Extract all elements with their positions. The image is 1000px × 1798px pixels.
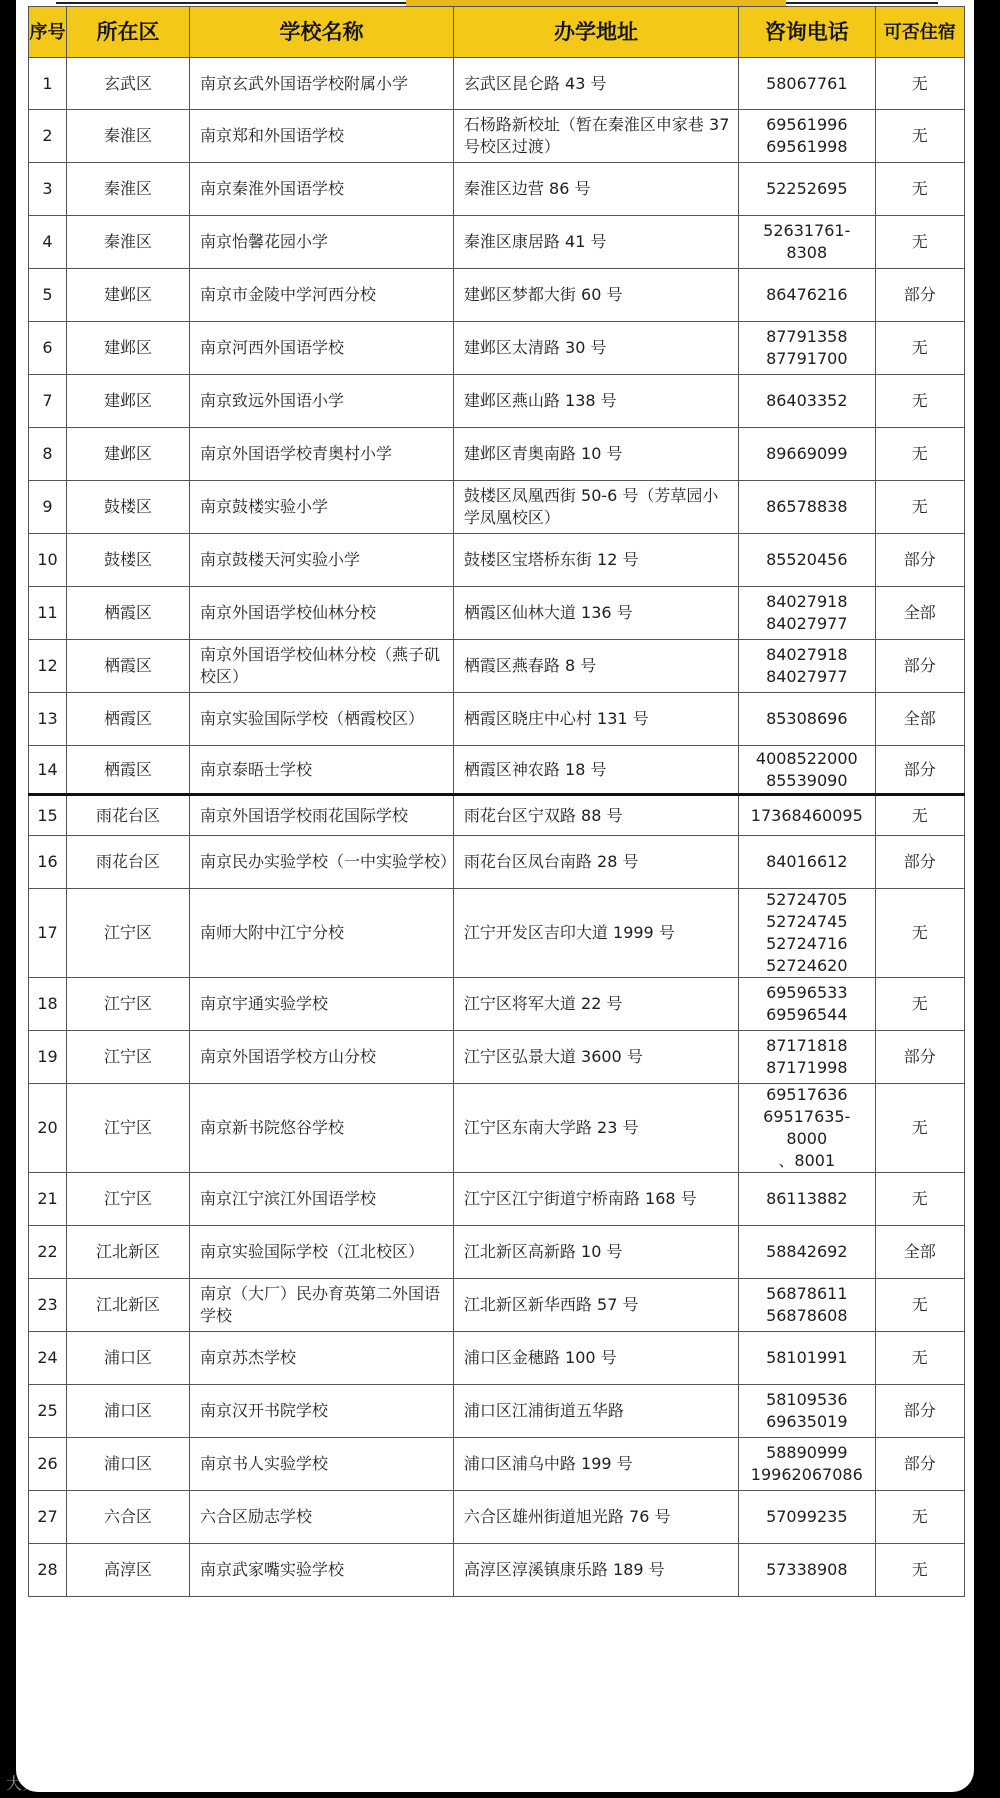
cell-phone: [739, 322, 875, 375]
cell-num: 15: [29, 795, 67, 836]
cell-phone: [739, 746, 875, 795]
table-row: [29, 1544, 965, 1597]
cell-name: 六合区励志学校: [190, 1491, 454, 1544]
cell-phone: [739, 889, 875, 978]
phone-number: 58890999: [766, 1443, 848, 1462]
table-row: [29, 693, 965, 746]
header-row: [29, 7, 965, 58]
cell-district: 江宁区: [67, 978, 190, 1031]
cell-boarding: 全部: [875, 1226, 965, 1279]
cell-phone: [739, 58, 875, 110]
cell-boarding: 全部: [875, 693, 965, 746]
cell-num: 24: [29, 1332, 67, 1385]
cell-name: 南京市金陵中学河西分校: [190, 269, 454, 322]
cell-boarding: 无: [875, 1544, 965, 1597]
cell-district: 江宁区: [67, 1031, 190, 1084]
header-address: 办学地址: [453, 7, 738, 58]
phone-number: 69596533: [766, 983, 848, 1002]
cell-phone: [739, 1031, 875, 1084]
cell-district: 浦口区: [67, 1438, 190, 1491]
cell-boarding: 部分: [875, 269, 965, 322]
cell-num: 11: [29, 587, 67, 640]
table-row: [29, 428, 965, 481]
cell-name: 南京实验国际学校（栖霞校区）: [190, 693, 454, 746]
cell-boarding: 无: [875, 428, 965, 481]
phone-number: 84027977: [766, 667, 848, 686]
cell-district: 建邺区: [67, 269, 190, 322]
cell-phone: [739, 1084, 875, 1173]
header-boarding: 可否住宿: [875, 7, 965, 58]
cell-phone: [739, 1173, 875, 1226]
cell-district: 雨花台区: [67, 795, 190, 836]
cell-address: 玄武区昆仑路 43 号: [453, 58, 738, 110]
cell-phone: [739, 428, 875, 481]
cell-phone: [739, 1226, 875, 1279]
cell-num: 28: [29, 1544, 67, 1597]
cell-address: 江宁区东南大学路 23 号: [453, 1084, 738, 1173]
phone-number: 69635019: [766, 1412, 848, 1431]
cell-boarding: 无: [875, 58, 965, 110]
cell-phone: [739, 1491, 875, 1544]
cell-boarding: 部分: [875, 1385, 965, 1438]
cell-name: 南京武家嘴实验学校: [190, 1544, 454, 1597]
cell-num: 12: [29, 640, 67, 693]
cell-address: 江宁区将军大道 22 号: [453, 978, 738, 1031]
cell-boarding: 部分: [875, 1031, 965, 1084]
phone-number: 86113882: [766, 1189, 848, 1208]
phone-number: 4008522000: [755, 748, 858, 768]
phone-number: 57099235: [766, 1507, 848, 1526]
phone-number: 87171998: [766, 1058, 848, 1077]
cell-district: 江北新区: [67, 1226, 190, 1279]
cell-phone: [739, 163, 875, 216]
phone-number: 、8001: [778, 1151, 836, 1170]
cell-boarding: 无: [875, 889, 965, 978]
phone-number: 56878608: [766, 1306, 848, 1325]
cell-district: 江宁区: [67, 1084, 190, 1173]
cell-boarding: 无: [875, 110, 965, 163]
cell-district: 鼓楼区: [67, 481, 190, 534]
cell-num: 13: [29, 693, 67, 746]
phone-number: 84027918: [766, 645, 848, 664]
cell-address: 石杨路新校址（暂在秦淮区申家巷 37 号校区过渡）: [453, 110, 738, 163]
phone-number: 69517635-8000: [763, 1107, 851, 1148]
cell-name: 南京鼓楼天河实验小学: [190, 534, 454, 587]
cell-district: 栖霞区: [67, 746, 190, 795]
cell-district: 栖霞区: [67, 693, 190, 746]
cell-address: 浦口区江浦街道五华路: [453, 1385, 738, 1438]
cell-name: 南京江宁滨江外国语学校: [190, 1173, 454, 1226]
cell-name: 南京实验国际学校（江北校区）: [190, 1226, 454, 1279]
cell-district: 江北新区: [67, 1279, 190, 1332]
cell-address: 栖霞区仙林大道 136 号: [453, 587, 738, 640]
phone-number: 85308696: [766, 709, 848, 728]
cell-phone: [739, 375, 875, 428]
cell-num: 8: [29, 428, 67, 481]
cell-address: 江北新区高新路 10 号: [453, 1226, 738, 1279]
phone-number: 56878611: [766, 1284, 848, 1303]
cell-name: 南京（大厂）民办育英第二外国语学校: [190, 1279, 454, 1332]
cell-phone: [739, 795, 875, 836]
table-row: [29, 481, 965, 534]
table-row: [29, 836, 965, 889]
cell-boarding: 无: [875, 163, 965, 216]
cell-num: 4: [29, 216, 67, 269]
table-row: [29, 58, 965, 110]
cell-phone: [739, 587, 875, 640]
table-row: [29, 889, 965, 978]
table-row: [29, 110, 965, 163]
table-row: [29, 1385, 965, 1438]
cell-boarding: 无: [875, 978, 965, 1031]
cell-district: 秦淮区: [67, 163, 190, 216]
cell-num: 9: [29, 481, 67, 534]
cell-num: 6: [29, 322, 67, 375]
cell-address: 江宁区江宁街道宁桥南路 168 号: [453, 1173, 738, 1226]
cell-name: 南京外国语学校仙林分校: [190, 587, 454, 640]
cell-phone: [739, 1332, 875, 1385]
table-row: [29, 978, 965, 1031]
cell-name: 南京新书院悠谷学校: [190, 1084, 454, 1173]
cell-name: 南京玄武外国语学校附属小学: [190, 58, 454, 110]
phone-number: 52724705: [766, 890, 848, 909]
cell-num: 25: [29, 1385, 67, 1438]
cell-boarding: 部分: [875, 1438, 965, 1491]
cell-name: 南京民办实验学校（一中实验学校）: [190, 836, 454, 889]
cell-phone: [739, 836, 875, 889]
cell-name: 南京外国语学校方山分校: [190, 1031, 454, 1084]
phone-number: 87171818: [766, 1036, 848, 1055]
cell-district: 栖霞区: [67, 640, 190, 693]
cell-num: 26: [29, 1438, 67, 1491]
cell-name: 南京宇通实验学校: [190, 978, 454, 1031]
cell-address: 江宁区弘景大道 3600 号: [453, 1031, 738, 1084]
cell-num: 18: [29, 978, 67, 1031]
cell-phone: [739, 693, 875, 746]
table-row: [29, 1031, 965, 1084]
table-row: [29, 375, 965, 428]
table-row: [29, 795, 965, 836]
cell-num: 5: [29, 269, 67, 322]
cell-num: 10: [29, 534, 67, 587]
cell-phone: [739, 110, 875, 163]
cell-address: 江宁开发区吉印大道 1999 号: [453, 889, 738, 978]
cell-district: 高淳区: [67, 1544, 190, 1597]
phone-number: 17368460095: [750, 805, 863, 825]
phone-number: 58101991: [766, 1348, 848, 1367]
cell-address: 鼓楼区宝塔桥东街 12 号: [453, 534, 738, 587]
cell-boarding: 无: [875, 1491, 965, 1544]
cell-district: 六合区: [67, 1491, 190, 1544]
cell-name: 南京书人实验学校: [190, 1438, 454, 1491]
cell-district: 秦淮区: [67, 216, 190, 269]
cell-name: 南京苏杰学校: [190, 1332, 454, 1385]
header-district: 所在区: [67, 7, 190, 58]
table-row: [29, 1279, 965, 1332]
cell-address: 浦口区金穗路 100 号: [453, 1332, 738, 1385]
cell-name: 南京外国语学校雨花国际学校: [190, 795, 454, 836]
cell-name: 南师大附中江宁分校: [190, 889, 454, 978]
cell-address: 栖霞区神农路 18 号: [453, 746, 738, 795]
cell-district: 建邺区: [67, 322, 190, 375]
cell-address: 鼓楼区凤凰西街 50-6 号（芳草园小学凤凰校区）: [453, 481, 738, 534]
cell-address: 雨花台区宁双路 88 号: [453, 795, 738, 836]
phone-number: 19962067086: [750, 1465, 863, 1484]
cell-phone: [739, 481, 875, 534]
cell-boarding: 部分: [875, 746, 965, 795]
header-num: 序号: [29, 7, 67, 58]
cell-district: 江宁区: [67, 1173, 190, 1226]
cell-boarding: 部分: [875, 534, 965, 587]
cell-phone: [739, 1385, 875, 1438]
cell-boarding: 无: [875, 795, 965, 836]
cell-boarding: 无: [875, 1279, 965, 1332]
cell-boarding: 全部: [875, 587, 965, 640]
cell-district: 栖霞区: [67, 587, 190, 640]
phone-number: 57338908: [766, 1560, 848, 1579]
phone-number: 69561998: [766, 137, 848, 156]
phone-number: 69596544: [766, 1005, 848, 1024]
cell-address: 六合区雄州街道旭光路 76 号: [453, 1491, 738, 1544]
cell-num: 17: [29, 889, 67, 978]
table-row: [29, 1332, 965, 1385]
table-row: [29, 269, 965, 322]
phone-number: 86578838: [766, 497, 848, 516]
cell-name: 南京河西外国语学校: [190, 322, 454, 375]
cell-district: 建邺区: [67, 428, 190, 481]
phone-number: 58842692: [766, 1242, 848, 1261]
cell-num: 27: [29, 1491, 67, 1544]
cell-address: 江北新区新华西路 57 号: [453, 1279, 738, 1332]
phone-number: 52724716: [766, 934, 848, 953]
phone-number: 84016612: [766, 852, 848, 871]
cell-address: 高淳区淳溪镇康乐路 189 号: [453, 1544, 738, 1597]
cell-address: 雨花台区凤台南路 28 号: [453, 836, 738, 889]
cell-boarding: 无: [875, 1332, 965, 1385]
cell-address: 建邺区燕山路 138 号: [453, 375, 738, 428]
cell-num: 22: [29, 1226, 67, 1279]
phone-number: 85520456: [766, 550, 848, 569]
cell-num: 7: [29, 375, 67, 428]
cell-num: 20: [29, 1084, 67, 1173]
table-row: [29, 163, 965, 216]
cell-district: 雨花台区: [67, 836, 190, 889]
cell-boarding: 无: [875, 375, 965, 428]
header-phone: 咨询电话: [739, 7, 875, 58]
phone-number: 85539090: [766, 770, 848, 790]
cell-num: 21: [29, 1173, 67, 1226]
school-table: [28, 6, 965, 1597]
cell-boarding: 部分: [875, 836, 965, 889]
cell-phone: [739, 269, 875, 322]
phone-number: 86476216: [766, 285, 848, 304]
phone-number: 89669099: [766, 444, 848, 463]
page-frame: [16, 0, 974, 1792]
cell-boarding: 部分: [875, 640, 965, 693]
cell-name: 南京汉开书院学校: [190, 1385, 454, 1438]
table-row: [29, 1438, 965, 1491]
cell-phone: [739, 216, 875, 269]
cell-name: 南京鼓楼实验小学: [190, 481, 454, 534]
cell-boarding: 无: [875, 216, 965, 269]
cell-name: 南京怡馨花园小学: [190, 216, 454, 269]
cell-name: 南京致远外国语小学: [190, 375, 454, 428]
cell-address: 建邺区青奥南路 10 号: [453, 428, 738, 481]
table-row: [29, 640, 965, 693]
cell-boarding: 无: [875, 481, 965, 534]
table-row: [29, 1491, 965, 1544]
cell-address: 浦口区浦乌中路 199 号: [453, 1438, 738, 1491]
cell-boarding: 无: [875, 1084, 965, 1173]
phone-number: 52724745: [766, 912, 848, 931]
cell-name: 南京外国语学校仙林分校（燕子矶校区）: [190, 640, 454, 693]
cell-num: 1: [29, 58, 67, 110]
cell-district: 玄武区: [67, 58, 190, 110]
cell-phone: [739, 534, 875, 587]
phone-number: 52724620: [766, 956, 848, 975]
cell-phone: [739, 1438, 875, 1491]
cell-address: 栖霞区晓庄中心村 131 号: [453, 693, 738, 746]
cell-phone: [739, 640, 875, 693]
table-row: [29, 1226, 965, 1279]
header-name: 学校名称: [190, 7, 454, 58]
cell-num: 19: [29, 1031, 67, 1084]
cell-name: 南京秦淮外国语学校: [190, 163, 454, 216]
phone-number: 87791358: [766, 327, 848, 346]
cell-num: 3: [29, 163, 67, 216]
table-row: [29, 534, 965, 587]
cell-num: 14: [29, 746, 67, 795]
cell-address: 栖霞区燕春路 8 号: [453, 640, 738, 693]
cell-address: 秦淮区康居路 41 号: [453, 216, 738, 269]
table-row: [29, 746, 965, 795]
cell-address: 建邺区梦都大街 60 号: [453, 269, 738, 322]
phone-number: 52252695: [766, 179, 848, 198]
table-row: [29, 322, 965, 375]
phone-number: 58067761: [766, 73, 848, 93]
table-row: [29, 1173, 965, 1226]
cell-num: 16: [29, 836, 67, 889]
cell-address: 秦淮区边营 86 号: [453, 163, 738, 216]
phone-number: 58109536: [766, 1390, 848, 1409]
cell-district: 江宁区: [67, 889, 190, 978]
cell-name: 南京郑和外国语学校: [190, 110, 454, 163]
cell-district: 浦口区: [67, 1332, 190, 1385]
watermark: 大数跨境: [6, 1774, 71, 1793]
phone-number: 87791700: [766, 349, 848, 368]
cell-name: 南京外国语学校青奥村小学: [190, 428, 454, 481]
cell-phone: [739, 1544, 875, 1597]
cell-num: 2: [29, 110, 67, 163]
table-row: [29, 1084, 965, 1173]
table-row: [29, 216, 965, 269]
phone-number: 69561996: [766, 115, 848, 134]
cell-num: 23: [29, 1279, 67, 1332]
phone-number: 69517636: [766, 1085, 848, 1104]
cell-phone: [739, 978, 875, 1031]
cell-name: 南京泰晤士学校: [190, 746, 454, 795]
cell-district: 鼓楼区: [67, 534, 190, 587]
cell-boarding: 无: [875, 1173, 965, 1226]
phone-number: 52631761-8308: [763, 221, 851, 262]
cell-district: 浦口区: [67, 1385, 190, 1438]
cell-boarding: 无: [875, 322, 965, 375]
table-row: [29, 587, 965, 640]
phone-number: 86403352: [766, 391, 848, 410]
phone-number: 84027918: [766, 592, 848, 611]
phone-number: 84027977: [766, 614, 848, 633]
cell-district: 建邺区: [67, 375, 190, 428]
cell-phone: [739, 1279, 875, 1332]
cell-address: 建邺区太清路 30 号: [453, 322, 738, 375]
cell-district: 秦淮区: [67, 110, 190, 163]
